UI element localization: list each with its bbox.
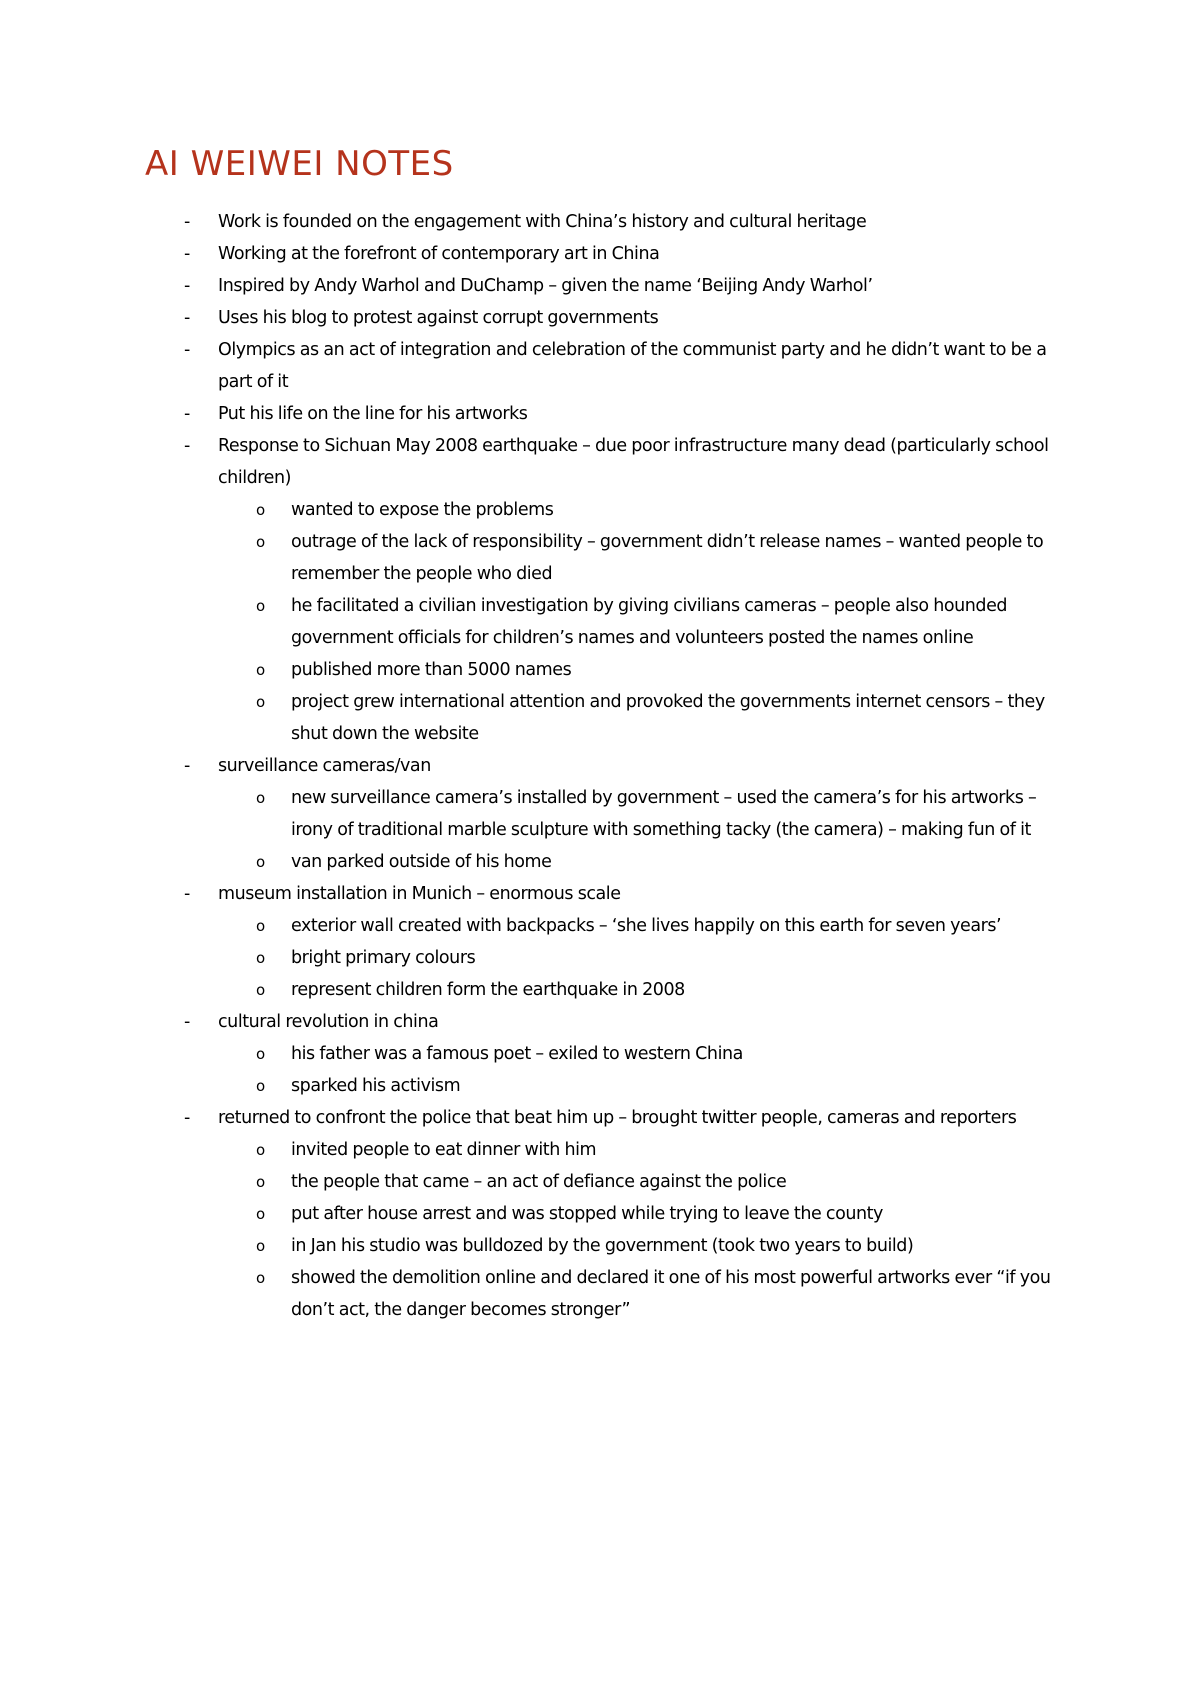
bullet-item (0, 1102, 1070, 1134)
circle-bullet-marker: o (256, 1141, 265, 1159)
bullet-text: sparked his activism (291, 1076, 461, 1096)
bullet-text: showed the demolition online and declared it one of his most powerful artworks ever “if you don’t act, the danger becomes stronger” (291, 1268, 1051, 1320)
bullet-item (0, 334, 1070, 398)
circle-bullet-marker: o (256, 1045, 265, 1063)
document-title: AI WEIWEI NOTES (145, 144, 454, 184)
sub-bullet-item (0, 1134, 1061, 1166)
bullet-text: put after house arrest and was stopped while trying to leave the county (291, 1204, 883, 1224)
sub-bullet-item (0, 494, 1061, 526)
dash-bullet-marker: - (184, 1108, 190, 1128)
sub-bullet-item (0, 974, 1061, 1006)
circle-bullet-marker: o (256, 661, 265, 679)
sub-bullet-item (0, 846, 1061, 878)
circle-bullet-marker: o (256, 917, 265, 935)
bullet-text: published more than 5000 names (291, 660, 572, 680)
bullet-item (0, 1006, 1070, 1038)
dash-bullet-marker: - (184, 308, 190, 328)
bullet-item (0, 238, 1070, 270)
bullet-text: new surveillance camera’s installed by government – used the camera’s for his artworks – irony of traditional marble sculpture with something tacky (the camera) – making fun of it (291, 788, 1037, 840)
bullet-text: Inspired by Andy Warhol and DuChamp – given the name ‘Beijing Andy Warhol’ (218, 276, 873, 296)
dash-bullet-marker: - (184, 404, 190, 424)
bullet-text: project grew international attention and provoked the governments internet censors – they shut down the website (291, 692, 1045, 744)
bullet-item (0, 878, 1070, 910)
bullet-text: his father was a famous poet – exiled to western China (291, 1044, 743, 1064)
bullet-item (0, 302, 1070, 334)
sub-bullet-item (0, 910, 1061, 942)
bullet-item (0, 206, 1070, 238)
sub-bullet-item (0, 686, 1061, 750)
bullet-item (0, 270, 1070, 302)
sub-bullet-item (0, 654, 1061, 686)
notes-list (0, 206, 1200, 1326)
dash-bullet-marker: - (184, 1012, 190, 1032)
bullet-text: returned to confront the police that beat him up – brought twitter people, cameras and reporters (218, 1108, 1017, 1128)
bullet-text: museum installation in Munich – enormous scale (218, 884, 621, 904)
bullet-item (0, 398, 1070, 430)
sub-bullet-item (0, 526, 1061, 590)
dash-bullet-marker: - (184, 436, 190, 456)
bullet-text: cultural revolution in china (218, 1012, 439, 1032)
circle-bullet-marker: o (256, 597, 265, 615)
circle-bullet-marker: o (256, 981, 265, 999)
bullet-text: Put his life on the line for his artworks (218, 404, 528, 424)
bullet-text: surveillance cameras/van (218, 756, 431, 776)
circle-bullet-marker: o (256, 693, 265, 711)
circle-bullet-marker: o (256, 853, 265, 871)
circle-bullet-marker: o (256, 949, 265, 967)
dash-bullet-marker: - (184, 756, 190, 776)
dash-bullet-marker: - (184, 884, 190, 904)
dash-bullet-marker: - (184, 244, 190, 264)
circle-bullet-marker: o (256, 1077, 265, 1095)
circle-bullet-marker: o (256, 501, 265, 519)
bullet-text: in Jan his studio was bulldozed by the government (took two years to build) (291, 1236, 914, 1256)
bullet-item (0, 430, 1070, 494)
dash-bullet-marker: - (184, 340, 190, 360)
bullet-text: he facilitated a civilian investigation by giving civilians cameras – people also hounded government officials for children’s names and volunteers posted the names online (291, 596, 1008, 648)
bullet-text: exterior wall created with backpacks – ‘she lives happily on this earth for seven years’ (291, 916, 1002, 936)
circle-bullet-marker: o (256, 1205, 265, 1223)
dash-bullet-marker: - (184, 276, 190, 296)
sub-bullet-item (0, 1070, 1061, 1102)
bullet-text: invited people to eat dinner with him (291, 1140, 597, 1160)
circle-bullet-marker: o (256, 1269, 265, 1287)
sub-bullet-item (0, 782, 1061, 846)
bullet-text: Working at the forefront of contemporary art in China (218, 244, 660, 264)
bullet-text: bright primary colours (291, 948, 476, 968)
circle-bullet-marker: o (256, 533, 265, 551)
bullet-text: wanted to expose the problems (291, 500, 554, 520)
bullet-text: Response to Sichuan May 2008 earthquake – due poor infrastructure many dead (particularly school children) (218, 436, 1049, 488)
circle-bullet-marker: o (256, 1173, 265, 1191)
bullet-text: represent children form the earthquake in 2008 (291, 980, 685, 1000)
dash-bullet-marker: - (184, 212, 190, 232)
bullet-text: the people that came – an act of defiance against the police (291, 1172, 787, 1192)
sub-bullet-item (0, 942, 1061, 974)
bullet-item (0, 750, 1070, 782)
bullet-text: outrage of the lack of responsibility – government didn’t release names – wanted people to remember the people who died (291, 532, 1044, 584)
bullet-text: Olympics as an act of integration and celebration of the communist party and he didn’t want to be a part of it (218, 340, 1047, 392)
sub-bullet-item (0, 1038, 1061, 1070)
sub-bullet-item (0, 1166, 1061, 1198)
bullet-text: van parked outside of his home (291, 852, 552, 872)
circle-bullet-marker: o (256, 789, 265, 807)
sub-bullet-item (0, 1198, 1061, 1230)
bullet-text: Uses his blog to protest against corrupt governments (218, 308, 659, 328)
sub-bullet-item (0, 590, 1061, 654)
sub-bullet-item (0, 1230, 1061, 1262)
sub-bullet-item (0, 1262, 1061, 1326)
bullet-text: Work is founded on the engagement with China’s history and cultural heritage (218, 212, 867, 232)
circle-bullet-marker: o (256, 1237, 265, 1255)
